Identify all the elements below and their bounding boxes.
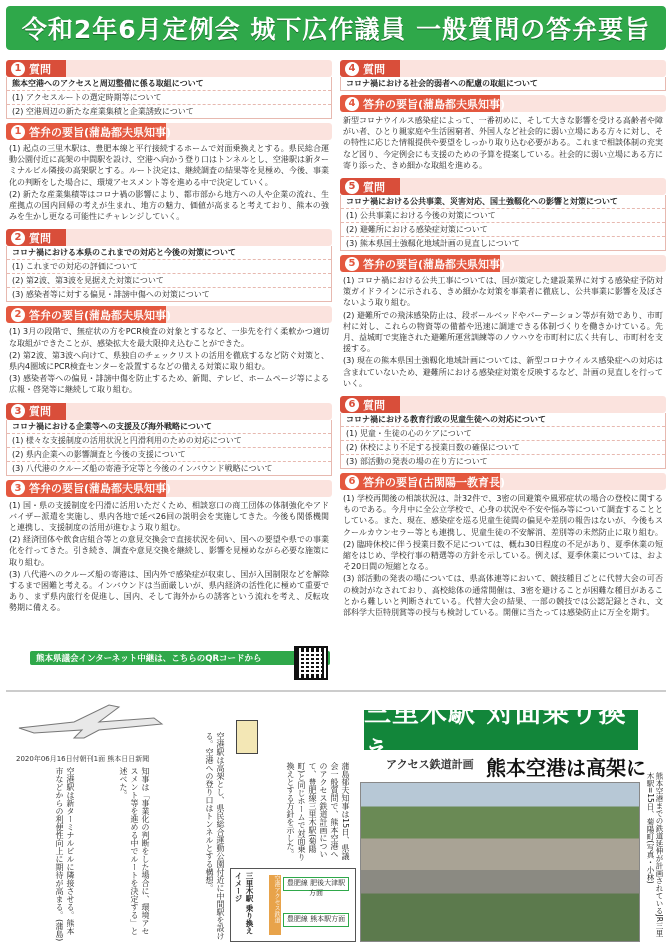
diagram-rail: 空港アクセス鉄道 <box>269 875 281 935</box>
answer-paragraph: (2) 新たな産業集積等はコロナ禍の影響により、都市部から地方への人や企業の流れ、生産拠点の国内回帰の考えが生まれ、地方の魅力、価値が高まると考えており、熊本の強みを生かし更なる可能性にチャレンジしていく。 <box>9 189 329 222</box>
train-icon <box>236 720 258 754</box>
news-subheadline: 熊本空港は高架に <box>486 756 646 780</box>
question-item: (3) 感染者等に対する偏見・誹謗中傷への対策について <box>12 290 210 300</box>
article-text: 知事は「事業化の判断をした場合に、環境アセスメント等を進める中でルートを決定する」と述べた。 <box>119 767 150 935</box>
answer-label: 答弁の要旨(蒲島都夫県知事) <box>363 257 506 271</box>
question-item: (1) 児童・生徒の心のケアについて <box>341 427 665 441</box>
transfer-diagram <box>230 868 356 942</box>
airplane-icon <box>14 700 164 740</box>
qr-code-icon[interactable] <box>294 646 328 680</box>
question-label: 質問 <box>29 405 51 419</box>
newspaper-clipping <box>6 690 666 944</box>
answer-label: 答弁の要旨(蒲島都夫県知事) <box>363 97 506 111</box>
answer-body <box>6 497 332 617</box>
answer-paragraph: (3) 感染者等への偏見・誹謗中傷を防止するため、新聞、テレビ、ホームページ等による広報・啓発等に継続して取り組む。 <box>9 374 329 395</box>
question-item: (2) 第2波、第3波を見据えた対策について <box>7 274 331 288</box>
question-label: 質問 <box>29 231 51 245</box>
question-item: (1) 公共事業における今後の対策について <box>341 209 665 223</box>
answer-paragraph: 新型コロナウイルス感染症によって、一番初めに、そして大きな影響を受ける高齢者や障がい者、ひとり親家庭や生活困窮者、外国人など社会的に弱い立場にある方々に対し、その特性に応じた情報提供や要望をしっかり取り込む必要がある。これまで相談体制の充実など図り、今定例会にも支援のための予算を提案している。社会的に弱い立場にある方に寄り添った、きめ細かな取組を進める。 <box>343 116 663 170</box>
answer-label: 答弁の要旨(蒲島都夫県知事) <box>29 482 172 496</box>
question-box <box>340 195 666 251</box>
question-header <box>6 403 332 420</box>
question-header <box>340 396 666 413</box>
news-subheadline: アクセス鉄道計画 <box>386 758 474 771</box>
question-label: 質問 <box>363 62 385 76</box>
question-label: 質問 <box>363 180 385 194</box>
question-number: 6 <box>345 398 359 412</box>
answer-header <box>6 123 332 140</box>
question-number: 5 <box>345 180 359 194</box>
left-column <box>6 56 332 617</box>
question-box <box>340 413 666 469</box>
question-header <box>6 229 332 246</box>
answer-paragraph: (3) 現在の熊本県国土強靱化地域計画については、新型コロナウイルス感染症への対応は含まれていないため、避難所における感染症対策を反映するなど、計画の見直しを行っていく。 <box>343 356 663 388</box>
news-headline: 三里木駅 対面乗り換え <box>364 710 638 750</box>
question-item: (2) 休校により不足する授業日数の確保について <box>341 441 665 455</box>
answer-header <box>340 255 666 272</box>
answer-paragraph: (1) コロナ禍における公共工事については、国が策定した建設業界に対する感染症予防対策ガイドラインに示される、きめ細かな対策を事業者に徹底し、公共事業に影響を及ぼさないよう取り組む。 <box>343 276 663 308</box>
question-title: コロナ禍における公共事業、災害対応、国土強靱化への影響と対策について <box>341 195 665 209</box>
answer-body <box>6 323 332 398</box>
question-title: コロナ禍における教育行政の児童生徒への対応について <box>341 413 665 427</box>
answer-label: 答弁の要旨(蒲島都夫県知事) <box>29 308 172 322</box>
question-label: 質問 <box>29 62 51 76</box>
answer-number: 3 <box>11 481 25 495</box>
answer-body <box>340 490 666 621</box>
answer-header <box>6 480 332 497</box>
news-credit: 2020年06月16日付朝刊1面 熊本日日新聞 <box>16 755 150 763</box>
answer-number: 1 <box>11 125 25 139</box>
article-text: 空港駅は高架とし、県民総合運動公園付近に中間駅を設ける。空港への登り口はトンネルとする構想。 <box>205 732 225 940</box>
right-column <box>340 56 666 621</box>
question-box <box>6 246 332 302</box>
question-item: (3) 部活動の発表の場の在り方について <box>346 457 488 467</box>
qr-banner[interactable]: 熊本県議会インターネット中継は、こちらのQRコードから <box>30 651 330 665</box>
station-photo <box>360 782 640 942</box>
photo-caption: 熊本空港までの鉄道延伸が計画されているJR三里木駅=15日、菊陽町(写真・小林) <box>646 772 664 937</box>
question-header <box>340 60 666 77</box>
answer-paragraph: (1) 3月の段階で、無症状の方をPCR検査の対象とするなど、一歩先を行く柔軟かつ適切な取組ができたことが、感染拡大を最大限抑え込むことができた。 <box>9 327 329 348</box>
question-box <box>6 420 332 476</box>
answer-paragraph: (2) 避難所での飛沫感染防止は、段ボールベッドやパーテーション等が有効であり、市町村に対し、これらの物資等の備蓄や迅速に調達できる体制づくりを働きかけている。先月、益城町で実施された避難所運営訓練等のノウハウを市町村に広く共有し、市町村を支援する。 <box>343 310 663 354</box>
question-item: (2) 県内企業への影響調査と今後の支援について <box>7 448 331 462</box>
question-header <box>6 60 332 77</box>
answer-header <box>6 306 332 323</box>
answer-body <box>340 272 666 392</box>
answer-paragraph: (1) 国・県の支援制度を円滑に活用いただくため、相談窓口の商工団体の体制強化やアドバイザー派遣を実施し、県内各地で延べ26回の説明会を実施してきた。今後も関係機関と連携し、支援制度の活用が進むよう取り組む。 <box>9 500 329 533</box>
question-item: (1) 様々な支援制度の活用状況と円滑利用のための対応について <box>7 434 331 448</box>
answer-number: 2 <box>11 308 25 322</box>
answer-paragraph: (1) 学校再開後の相談状況は、計32件で、3密の回避策や風邪症状の場合の登校に関するものである。今月中に全公立学校で、心身の状況や不安や悩み等について調査することとしている。また、現在、感染症を巡る児童生徒間の偏見や差別の報告はないが、今後もスクールカウンセラー等とも連携し、児童生徒の不安解消、差別等の未然防止に取り組む。 <box>343 494 663 537</box>
answer-label: 答弁の要旨(古閑陽一教育長) <box>363 475 506 489</box>
article-text: 空港駅は新ターミナルビルに隣接させる。熊本市などからの利便性向上に期待が高まる。(蒲島) <box>55 767 75 942</box>
question-title: 熊本空港へのアクセスと周辺整備に係る取組について <box>7 77 331 91</box>
page-title: 令和2年6月定例会 城下広作議員 一般質問の答弁要旨 <box>6 6 666 50</box>
answer-number: 4 <box>345 97 359 111</box>
answer-header <box>340 95 666 112</box>
question-title: コロナ禍における本県のこれまでの対応と今後の対策について <box>7 246 331 260</box>
question-number: 2 <box>11 231 25 245</box>
question-item: (2) 避難所における感染症対策について <box>341 223 665 237</box>
answer-paragraph: (3) 部活動の発表の場については、県高体連等において、競技種目ごとに代替大会の可否の検討がなされており、高校総体の通常開催は、3密を避けることが困難な種目があることから難しいと判断されている。代替大会の結果、一部の競技では公認記録とされ、文部科学大臣特別賞等の授与も検討している。開催に当たっては感染防止に万全を期す。 <box>343 574 663 618</box>
answer-label: 答弁の要旨(蒲島都夫県知事) <box>29 125 172 139</box>
answer-paragraph: (3) 八代港へのクルーズ船の寄港は、国内外で感染症が収束し、国が入国制限などを解除するまで困難と考える。インバウンドは当面厳しいが、県内経済の活性化に極めて重要であり、まず県内旅行を促進し、国内、そして海外からの誘客という流れを考え、反転攻勢期に備える。 <box>9 569 329 613</box>
diagram-platform: 豊肥線 肥後大津駅方面 <box>283 877 349 891</box>
diagram-platform: 豊肥線 熊本駅方面 <box>283 913 349 927</box>
answer-paragraph: (2) 経済団体や飲食店組合等との意見交換会で直接状況を伺い、国への要望や県での事業化を行ってきた。引き続き、調査や意見交換を継続し、影響を見極めながら必要な施策に取り組む。 <box>9 535 329 567</box>
answer-paragraph: (1) 起点の三里木駅は、豊肥本線と平行接続するホームで対面乗換えとする。県民総合運動公園付近に高架の中間駅を設け、空港へ向かう登り口はトンネルとし、空港駅は新ターミナルビル隣接の高架駅とする。ルート決定は、継続調査の結果等を見極め、今後、事業化の判断をした場合に、環境アセスメント等を進める中で決定していく。 <box>9 144 329 187</box>
question-item: (2) 空港周辺の新たな産業集積と企業誘致について <box>12 107 194 116</box>
question-item: (3) 熊本県国土強靱化地域計画の見直しについて <box>346 239 520 249</box>
answer-paragraph: (2) 第2波、第3波へ向けて、県独自のチェックリストの活用を徹底するなど防ぐ対策と、県内4圏域にPCR検査センターを設置するなどの備える対策に取り組む。 <box>9 350 329 372</box>
question-number: 3 <box>11 404 25 418</box>
diagram-label: 三里木駅 乗り換えイメージ <box>234 872 254 935</box>
answer-number: 5 <box>345 257 359 271</box>
question-label: 質問 <box>363 398 385 412</box>
answer-body <box>6 140 332 225</box>
question-item: (1) これまでの対応の評価について <box>7 260 331 274</box>
article-text: 蒲島郁夫知事は15日、県議会一般質問で、熊本空港へのアクセス鉄道計画について、豊肥線三里木駅(菊陽町)と同じホームで対面乗り換えとする方針を示した。 <box>286 762 350 862</box>
question-box <box>6 77 332 119</box>
answer-header <box>340 473 666 490</box>
question-title: コロナ禍における社会的弱者への配慮の取組について <box>346 79 538 88</box>
question-number: 1 <box>11 62 25 76</box>
answer-number: 6 <box>345 475 359 489</box>
answer-body <box>340 112 666 174</box>
question-box <box>340 77 666 91</box>
question-item: (1) アクセスルートの選定時期等について <box>7 91 331 105</box>
question-header <box>340 178 666 195</box>
question-item: (3) 八代港のクルーズ船の寄港予定等と今後のインバウンド戦略について <box>12 463 273 473</box>
question-title: コロナ禍における企業等への支援及び海外戦略について <box>7 420 331 434</box>
question-number: 4 <box>345 62 359 76</box>
answer-paragraph: (2) 臨時休校に伴う授業日数不足については、概ね30日程度の不足があり、夏季休業の短縮をはじめ、学校行事の精選等の方針を示している。例えば、夏季休業については、およそ20日間の短縮となる。 <box>343 539 663 572</box>
